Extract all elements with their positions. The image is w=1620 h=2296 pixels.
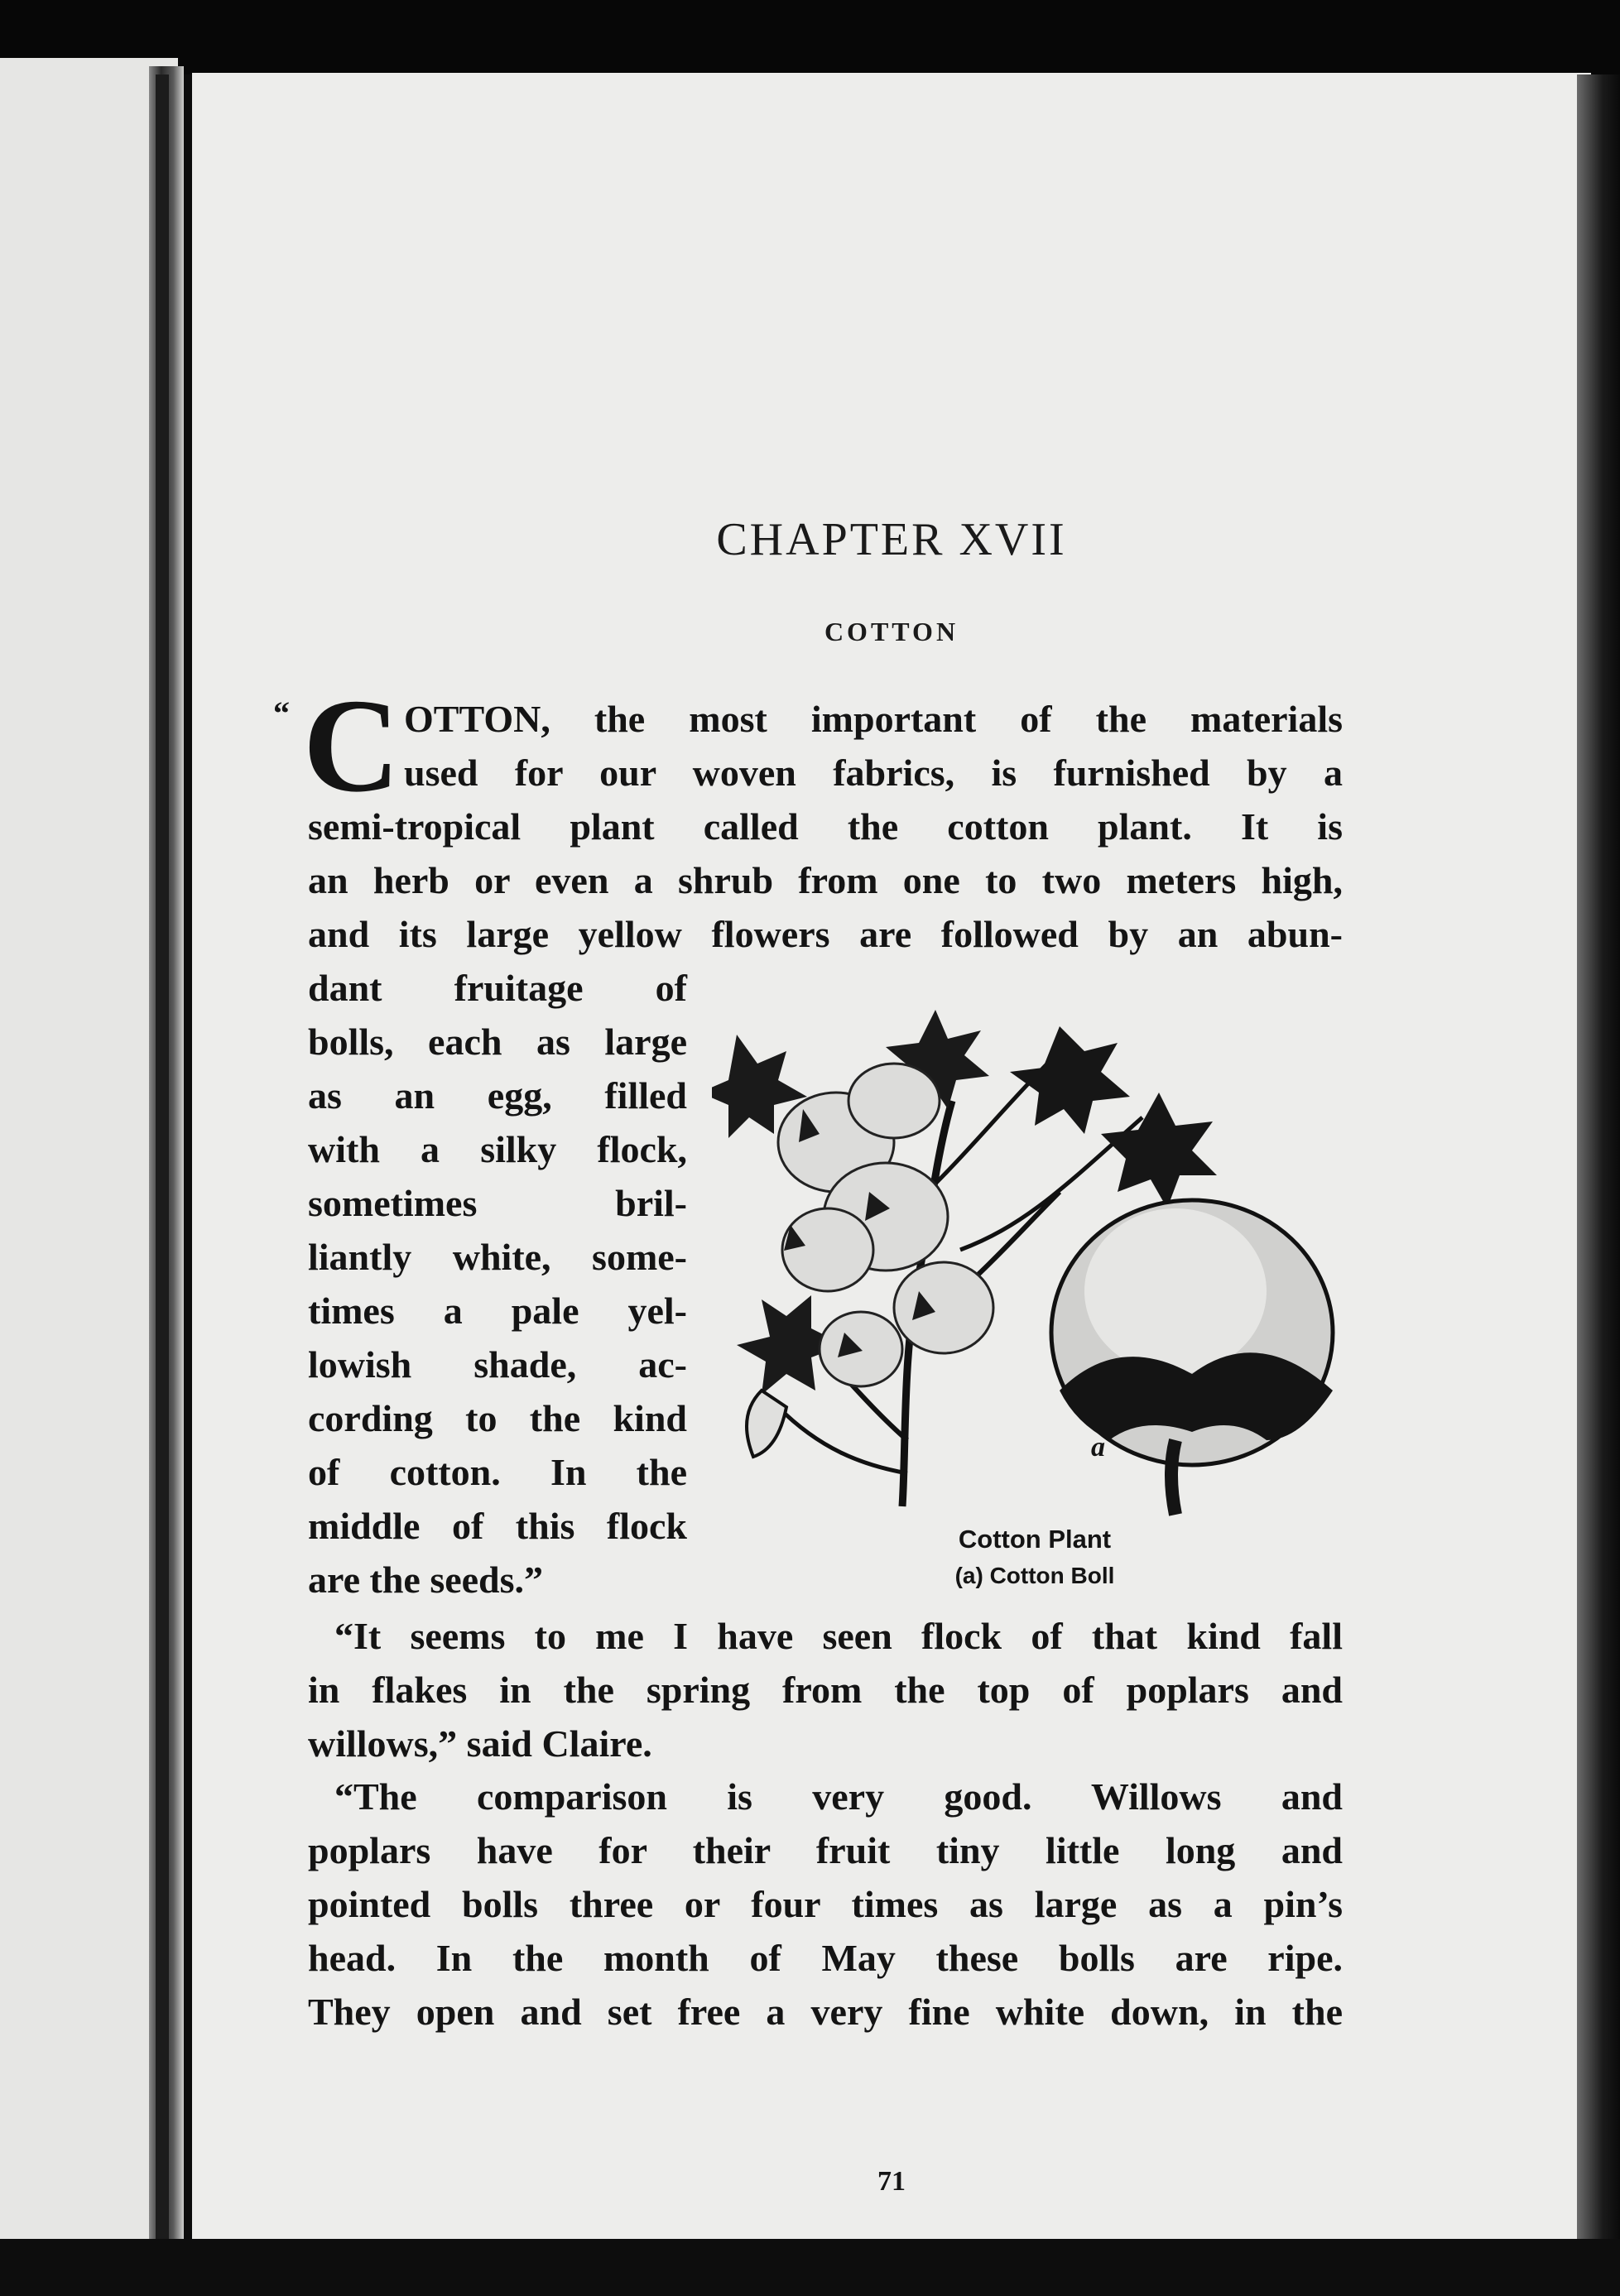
text-line: willows,” said Claire.: [308, 1722, 652, 1765]
text-line: times a pale yel-: [308, 1290, 687, 1332]
text-line: sometimes bril-: [308, 1182, 687, 1224]
paragraph-1-wrapped-column: [308, 961, 687, 1607]
paragraph-3: [308, 1770, 1343, 2039]
paragraph-1-line-1: [404, 692, 1343, 746]
cotton-plant-illustration: [712, 977, 1358, 1573]
text-line: OTTON, the most important of the materials: [404, 698, 1343, 740]
text-line: lowish shade, ac-: [308, 1343, 687, 1386]
text-line: dant fruitage of: [308, 967, 687, 1009]
text-line: “It seems to me I have seen flock of that kind fall: [334, 1615, 1343, 1657]
text-line: middle of this flock: [308, 1505, 687, 1547]
text-line: head. In the month of May these bolls are ripe.: [308, 1937, 1343, 1979]
text-line: as an egg, filled: [308, 1074, 687, 1117]
text-line: of cotton. In the: [308, 1451, 687, 1493]
text-line: semi-tropical plant called the cotton plant. It is: [308, 805, 1343, 848]
figure-caption-title: Cotton Plant: [958, 1525, 1112, 1554]
page-right-edge-shadow: [1577, 74, 1620, 2296]
text-line: in flakes in the spring from the top of poplars and: [308, 1669, 1343, 1711]
chapter-subtitle: COTTON: [824, 617, 959, 646]
scan-bottom-border: [0, 2239, 1620, 2296]
paragraph-1-line-2: [404, 746, 1343, 800]
text-line: They open and set free a very fine white down, in the: [308, 1991, 1343, 2033]
text-line: poplars have for their fruit tiny little long and: [308, 1829, 1343, 1871]
text-line: and its large yellow flowers are followed by an abun-: [308, 913, 1343, 955]
text-line: with a silky flock,: [308, 1128, 687, 1170]
paragraph-2: [308, 1609, 1343, 1770]
text-line: liantly white, some-: [308, 1236, 687, 1278]
text-line: pointed bolls three or four times as large as a pin’s: [308, 1883, 1343, 1925]
page-number: 71: [877, 2166, 906, 2197]
figure-label-a: a: [1091, 1432, 1105, 1463]
text-line: an herb or even a shrub from one to two meters high,: [308, 859, 1343, 901]
text-line: are the seeds.”: [308, 1559, 544, 1601]
text-line: bolls, each as large: [308, 1021, 687, 1063]
scan-top-border: [0, 0, 1620, 74]
figure-caption-subtitle: (a) Cotton Boll: [954, 1563, 1115, 1588]
text-line: cording to the kind: [308, 1397, 687, 1439]
paragraph-1-full-lines: [308, 800, 1343, 961]
book-spine-line: [156, 74, 169, 2243]
text-line: used for our woven fabrics, is furnished by a: [404, 752, 1343, 794]
text-line: “The comparison is very good. Willows and: [334, 1775, 1343, 1818]
chapter-title: CHAPTER XVII: [716, 514, 1067, 565]
drop-cap-letter: C: [303, 672, 400, 820]
opening-quote-mark: “: [273, 694, 290, 732]
